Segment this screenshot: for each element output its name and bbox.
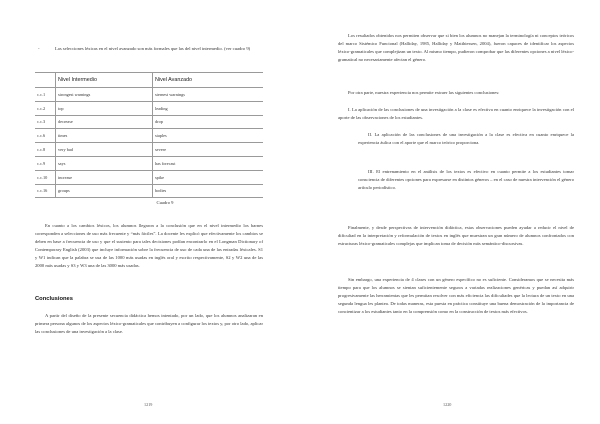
conclusion-item-3: III. El entrenamiento en el análisis de los textos es efectivo en cuanto permite a los estudiantes tomar consciencia de diferentes opciones para expresarse en distintos géneros – en el caso de nuestra intervención el género artículo periodístico.	[358, 169, 574, 190]
table-cell-id: c.c.16	[35, 184, 56, 198]
table-cell-id: c.c.8	[35, 143, 56, 157]
table-row	[35, 115, 263, 129]
right-page	[300, 0, 600, 424]
page-number: 1219	[144, 402, 153, 407]
table-cell-avanzado: leading	[153, 101, 264, 115]
table-cell-id: c.c.9	[35, 156, 56, 170]
table-cell-intermedio: strongest warnings	[56, 88, 153, 102]
table-cell-id: c.c.10	[35, 170, 56, 184]
lexical-table	[35, 72, 263, 198]
table-row	[35, 129, 263, 143]
table-row	[35, 156, 263, 170]
table-row	[35, 143, 263, 157]
table-header-row	[35, 73, 263, 88]
paragraph-final: Finalmente, y desde perspectivas de intervención didáctica, estas observaciones pueden ayudar a reducir el nivel de dificultad en la interpretación y reformulación de textos en inglés que muestran un gran número de alumnos confrontados con estructuras léxico-gramaticales complejas que implican toma de decisión más semántico-discursivas.	[338, 225, 574, 246]
table-cell-id: c.c.3	[35, 115, 56, 129]
table-cell-id: c.c.6	[35, 129, 56, 143]
table-cell-avanzado: spike	[153, 170, 264, 184]
table-cell-avanzado: drop	[153, 115, 264, 129]
table-row	[35, 101, 263, 115]
table-cell-intermedio: says	[56, 156, 153, 170]
section-heading: Conclusiones	[35, 296, 74, 302]
table-cell-intermedio: increase	[56, 170, 153, 184]
body-paragraph: En cuanto a los cambios léxicos, los alumnos llegaron a la conclusión que en el nivel intermedio los barnes corresponden a selecciones de uso más frecuente y “más fáciles”. La docente les explicó que efectivamente los cambios se deben en base a frecuencia de uso y que el sustento para tales decisiones podían encontrarlo en el Longman Dictionary of Contemporary English (2003) que incluye información sobre la frecuencia de uso de cada una de las entradas léxicales. S1 y W1 indican que la palabra se usa de las 1000 más usadas en inglés oral y escrito respectivamente, S2 y W2 una de las 2000 más usadas y S3 y W3 una de las 3000 más usadas.	[35, 223, 263, 268]
table-cell-avanzado: bodies	[153, 184, 264, 198]
table-cell-intermedio: decrease	[56, 115, 153, 129]
table-cell-intermedio: top	[56, 101, 153, 115]
table-caption: Cuadro 9	[156, 200, 174, 205]
conclusion-paragraph: A partir del diseño de la presente secuencia didáctica hemos intentado, por un lado, que los alumnos analizaran en primera persona algunos de los aspectos léxico-gramaticales que contribuyen a configurar los textos y, por otro lado, aplicar las conclusiones de una investigación a la clase.	[35, 313, 263, 334]
table-cell-avanzado: staples	[153, 129, 264, 143]
conclusion-item-2: II. La aplicación de las conclusiones de una investigación a la clase es efectiva en cuanto enriquece la experiencia áulica con el aporte que el marco teórico proporciona.	[358, 132, 574, 145]
intro-bullet: -	[38, 46, 40, 51]
table-header-id	[35, 73, 56, 88]
intro-text: Las selecciones léxicas en el nivel avanzado son más formales que las del nivel intermedio. (ver cuadro 9)	[55, 46, 251, 51]
table-cell-avanzado: severe	[153, 143, 264, 157]
table-row	[35, 170, 263, 184]
table-header-intermedio: Nivel Intermedio	[56, 73, 153, 88]
paragraph-limitations: Sin embargo, una experiencia de 4 clases con un género específico no es suficiente. Consideramos que se necesita más tiempo para que los alumnos se sientan suficientemente seguros a variadas realizaciones genéricas y puedan así adquirir progresivamente las herramientas que les permitan resolver con más eficiencia las dificultades que la lectura de un texto en una segunda lengua les plantea. De todas maneras, esta puesta en práctica constituye una buena demostración de la importancia de concientizar a los estudiantes tanto en la comprensión como en la construcción de textos más efectivos.	[338, 277, 574, 314]
table-cell-intermedio: groups	[56, 184, 153, 198]
table-cell-id: c.c.1	[35, 88, 56, 102]
paragraph-results: Los resultados obtenidos nos permiten observar que si bien los alumnos no manejan la terminología ni conceptos teóricos del marco Sistémico Funcional (Halliday, 1985, Halliday y Matthiessen, 2004), fueron capaces de identificar los aspectos léxico-gramaticales que complejizan un texto. Al mismo tiempo, pudieron comprobar que las diferentes opciones a nivel léxico-gramatical no necesariamente afectan el género.	[338, 33, 574, 62]
table-cell-avanzado: has forecast	[153, 156, 264, 170]
table-cell-id: c.c.2	[35, 101, 56, 115]
table-row	[35, 88, 263, 102]
conclusion-item-1: I. La aplicación de las conclusiones de una investigación a la clase es efectiva en cuanto enriquece la investigación con el aporte de las observaciones de los estudiantes.	[338, 107, 574, 120]
table-row	[35, 184, 263, 198]
paragraph-conclusions-intro: Por otra parte, nuestra experiencia nos permite extraer las siguientes conclusiones:	[348, 90, 500, 95]
table-cell-intermedio: very bad	[56, 143, 153, 157]
table-cell-intermedio: times	[56, 129, 153, 143]
table-header-avanzado: Nivel Avanzado	[153, 73, 264, 88]
table-cell-avanzado: sternest warnings	[153, 88, 264, 102]
page-number: 1220	[443, 402, 452, 407]
